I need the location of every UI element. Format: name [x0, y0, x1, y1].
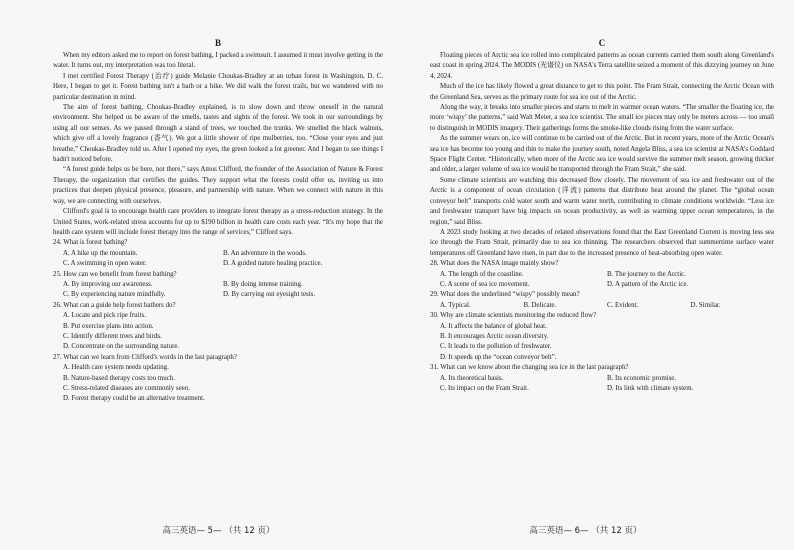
answer-option[interactable]: D. Similar. [690, 301, 721, 309]
answer-option[interactable]: C. By experiencing nature mindfully. [63, 291, 166, 299]
question-stem: 24. What is forest bathing? [53, 239, 128, 247]
question-stem: 25. How can we benefit from forest bathing? [53, 270, 177, 278]
question-stem: 31. What can we know about the changing sea ice in the last paragraph? [430, 364, 629, 372]
answer-option[interactable]: B. The journey to the Arctic. [607, 270, 686, 278]
question-list [430, 259, 774, 394]
answer-option[interactable]: B. By doing intense training. [223, 280, 303, 288]
section-heading: B [214, 38, 221, 48]
section-heading: C [598, 38, 606, 48]
answer-option[interactable]: C. Evident. [607, 301, 639, 309]
page-footer: 高三英语— 5— （共 12 页） [162, 526, 275, 536]
question-stem: 26. What can a guide help forest bathers do? [53, 301, 176, 309]
answer-option[interactable]: B. It encourages Arctic ocean diversity. [440, 332, 549, 340]
question [430, 259, 774, 290]
answer-option[interactable]: C. It leads to the pollution of freshwater. [440, 343, 552, 351]
passage-paragraph: “A forest guide helps us be here, not there,” says Amos Clifford, the founder of the Association of Nature & Forest Therapy, the organization that certifies the guides. They support what the forests could offer us, inviting us into practices that deepen physical presence, pleasure, and partnership with nature. When we connect with nature in this way, we are connecting with ourselves. [53, 166, 383, 205]
answer-option[interactable]: D. A guided nature healing practice. [223, 260, 323, 268]
passage-paragraph: Along the way, it breaks into smaller pieces and starts to melt in warmer ocean waters. “The smaller the floating ice, the more ‘wispy’ the patterns,” said Walt Meier, a sea ice scientist. The small ice pieces may only be meters across — too small to distinguish in MODIS imagery. Their gatherings forms the smoke-like clouds rising from the water surface. [430, 104, 774, 132]
question [430, 311, 774, 363]
passage-paragraph: A 2023 study looking at two decades of related observations found that the East Greenland Current is moving less sea ice through the Fram Strait, primarily due to sea ice thinning. The researchers observed that summertime surface water temperatures off Greenland have risen, in part due to the increased presence of heat-absorbing open water. [430, 228, 774, 257]
passage-paragraph: As the summer wears on, ice will continue to be carried out of the Arctic. But in recent years, more of the Arctic Ocean's sea ice has become too young and thin to make the journey south, noted Angela Bliss, a sea ice scientist at NASA's Goddard Space Flight Center. “Historically, when more of the Arctic sea ice would survive the summer melt season, growing thicker and older, a larger volume of sea ice would be transported through the Fram Strait,” she said. [430, 135, 774, 174]
answer-option[interactable]: A. Its theoretical basis. [440, 374, 504, 382]
question [53, 238, 383, 269]
answer-option[interactable]: D. Its link with climate system. [607, 385, 694, 392]
passage-paragraph: Some climate scientists are watching this decreased flow closely. The movement of sea ice and freshwater out of the Arctic is a component of ocean circulation (洋流) patterns that distribute heat around the planet. The “global ocean conveyor belt” transports cold water south and warm water north, contributing to climate conditions worldwide. “Less ice and freshwater transport have big impacts on ocean productivity, as well as warming upper ocean temperatures, in the region,” said Bliss. [430, 176, 774, 226]
question-list [53, 238, 383, 405]
answer-option[interactable]: B. An adventure in the woods. [223, 249, 307, 257]
answer-option[interactable]: A. Typical. [440, 301, 471, 309]
passage-body [53, 51, 383, 238]
answer-option[interactable]: B. Nature-based therapy costs too much. [63, 374, 175, 382]
answer-option[interactable]: D. By carrying out eyesight tests. [223, 291, 316, 299]
passage-body [430, 51, 774, 259]
answer-option[interactable]: C. Identify different trees and birds. [63, 332, 162, 340]
question [53, 301, 383, 353]
question [430, 290, 774, 311]
passage-paragraph: The aim of forest bathing, Choukas-Bradley explained, is to slow down and throw oneself in the natural environment. She helped us be aware of the smells, tastes and sights of the forest. We took in our surroundings by using all our senses. As we passed through a stand of trees, we touched the trunks. We smelled the black walnuts, which give off a lovely fragrance (香气). We got a little shower of ripe mulberries, too. “Close your eyes and just breathe,” Choukas-Bradley told us. After I opened my eyes, the green looked a lot greener. And I began to see things I hadn't noticed before. [53, 104, 383, 164]
answer-option[interactable]: D. It speeds up the “ocean conveyor belt”. [440, 353, 557, 361]
answer-option[interactable]: B. Its economic promise. [607, 374, 677, 382]
answer-option[interactable]: C. Stress-related diseases are commonly seen. [63, 385, 190, 392]
answer-option[interactable]: D. Forest therapy could be an alternative treatment. [63, 395, 205, 403]
answer-option[interactable]: A. The length of the coastline. [440, 270, 524, 278]
answer-option[interactable]: A. Locate and pick ripe fruits. [63, 312, 146, 320]
answer-option[interactable]: C. Its impact on the Fram Strait. [440, 385, 529, 392]
answer-option[interactable]: C. A scene of sea ice movement. [440, 280, 530, 288]
answer-option[interactable]: A. By improving our awareness. [63, 280, 153, 288]
question-stem: 29. What does the underlined “wispy” possibly mean? [430, 291, 580, 299]
right-page [397, 0, 794, 550]
question [53, 353, 383, 405]
answer-option[interactable]: A. A hike up the mountain. [63, 249, 138, 257]
answer-option[interactable]: A. Health care system needs updating. [63, 364, 169, 372]
answer-option[interactable]: D. Concentrate on the surrounding nature. [63, 343, 180, 351]
passage-paragraph: I met certified Forest Therapy (治疗) guide Melanie Choukas-Bradley at an urban forest in Washington, D. C. Here, I began to get it. Forest bathing isn't a bath or a hike. We did walk the forest trails, but we wandered with no particular destination in mind. [53, 72, 383, 101]
question [53, 270, 383, 301]
question-stem: 30. Why are climate scientists monitoring the reduced flow? [430, 312, 597, 320]
question [430, 363, 774, 394]
passage-paragraph: Clifford's goal is to encourage health care providers to integrate forest therapy as a stress-reduction strategy. In the United States, work-related stress accounts for up to $190 billion in health care costs each year. “It's my hope that the health care system will include forest therapy into the range of services,” Clifford says. [53, 208, 383, 236]
page-footer: 高三英语— 6— （共 12 页） [529, 526, 642, 536]
answer-option[interactable]: B. Delicate. [523, 301, 557, 309]
question-stem: 28. What does the NASA image mainly show? [430, 260, 559, 268]
passage-paragraph: Much of the ice has likely flowed a great distance to get to this point. The Fram Strait, connecting the Arctic Ocean with the Greenland Sea, serves as the primary route for sea ice out of the Arctic. [430, 83, 774, 101]
passage-paragraph: Floating pieces of Arctic sea ice rolled into complicated patterns as ocean currents carried them south along Greenland's east coast in spring 2024. The MODIS (光谱仪) on NASA's Terra satellite seized a moment of this dizzying journey on June 4, 2024. [430, 52, 774, 80]
answer-option[interactable]: A. It affects the balance of global heat. [440, 322, 547, 330]
answer-option[interactable]: D. A pattern of the Arctic ice. [607, 280, 689, 288]
question-stem: 27. What can we learn from Clifford's words in the last paragraph? [53, 353, 237, 361]
answer-option[interactable]: C. A swimming in open water. [63, 260, 147, 268]
answer-option[interactable]: B. Put exercise plans into action. [63, 322, 154, 330]
passage-paragraph: When my editors asked me to report on forest bathing, I packed a swimsuit. I assumed it must involve getting in the water. It turns out, my interpretation was too literal. [53, 52, 383, 70]
